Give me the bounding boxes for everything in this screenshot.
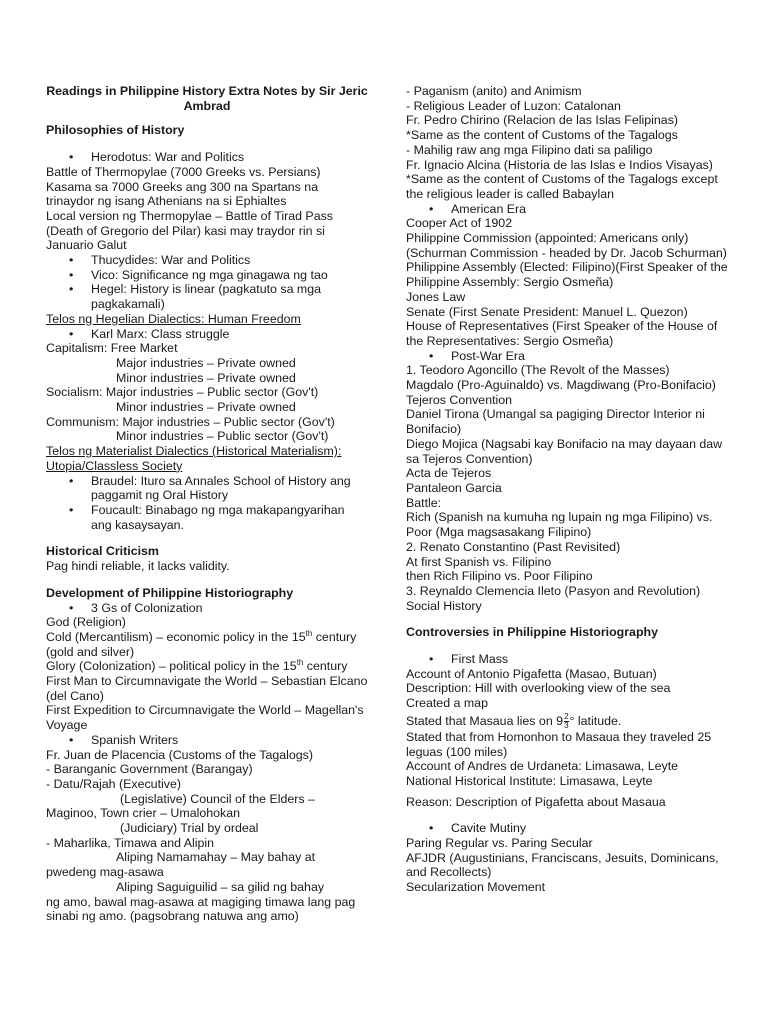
document-title: Readings in Philippine History Extra Notes by Sir Jeric Ambrad: [46, 84, 368, 113]
text-line: Local version ng Thermopylae – Battle of Tirad Pass (Death of Gregorio del Pilar) kasi may traydor rin si Januario Galut: [46, 208, 333, 253]
text-line: First Man to Circumnavigate the World – Sebastian Elcano (del Cano): [46, 674, 368, 703]
text-line: - Datu/Rajah (Executive): [46, 776, 181, 791]
text-line: Fr. Pedro Chirino (Relacion de las Islas Felipinas): [406, 113, 679, 128]
text-span: century: [303, 659, 348, 674]
text-line: Maginoo, Town crier – Umalohokan: [46, 806, 240, 821]
text-line: Pag hindi reliable, it lacks validity.: [46, 559, 230, 574]
text-line: Aliping Namamahay – May bahay at: [116, 850, 316, 865]
fraction-denominator: 3: [564, 720, 569, 730]
bullet-braudel: • Braudel: Ituro sa Annales School of History ang paggamit ng Oral History: [46, 474, 368, 503]
text-line: Tejeros Convention: [406, 392, 513, 407]
text-line: Communism: Major industries – Public sector (Gov't): [46, 414, 335, 429]
text-span: Cold (Mercantilism) – economic policy in the 15: [46, 629, 306, 644]
text-line: Fr. Juan de Placencia (Customs of the Tagalogs): [46, 747, 313, 762]
text-line: Minor industries – Public sector (Gov't): [116, 429, 329, 444]
text-line: *Same as the content of Customs of the Tagalogs: [406, 128, 678, 143]
bullet-post-war-era: • Post-War Era: [406, 349, 728, 364]
text-line: Paring Regular vs. Paring Secular: [406, 836, 593, 851]
left-column: [46, 84, 368, 924]
text-line: Jones Law: [406, 289, 466, 304]
bullet-cavite-mutiny: • Cavite Mutiny: [406, 821, 728, 836]
text-line: 1. Teodoro Agoncillo (The Revolt of the Masses): [406, 363, 670, 378]
text-line: Major industries – Private owned: [116, 355, 296, 370]
text-line: Magdalo (Pro-Aguinaldo) vs. Magdiwang (Pro-Bonifacio): [406, 378, 716, 393]
text-line: Secularization Movement: [406, 880, 546, 895]
text-line: [46, 630, 368, 659]
text-line: House of Representatives (First Speaker of the House of the Representatives: Sergio Osmeña): [406, 319, 718, 348]
bullet-american-era: • American Era: [406, 202, 728, 217]
text-line: - Religious Leader of Luzon: Catalonan: [406, 98, 621, 113]
text-line: ng amo, bawal mag-asawa at magiging timawa lang pag sinabi ng amo. (pagsobrang natuwa ang amo): [46, 894, 356, 924]
superscript: th: [296, 658, 304, 668]
bullet-vico: • Vico: Significance ng mga ginagawa ng tao: [46, 268, 368, 283]
text-line: (Legislative) Council of the Elders –: [120, 791, 315, 806]
text-line: God (Religion): [46, 615, 126, 630]
heading-development: Development of Philippine Historiography: [46, 585, 294, 600]
text-line: Battle of Thermopylae (7000 Greeks vs. Persians): [46, 164, 321, 179]
bullet-spanish-writers: • Spanish Writers: [46, 733, 368, 748]
bullet-3gs: • 3 Gs of Colonization: [46, 601, 368, 616]
text-line: Cooper Act of 1902: [406, 216, 513, 231]
heading-philosophies: Philosophies of History: [46, 123, 185, 138]
text-line: - Paganism (anito) and Animism: [406, 84, 582, 98]
text-line: Pantaleon Garcia: [406, 480, 502, 495]
text-span: Stated that Masaua lies on 9: [406, 713, 564, 728]
text-line: Battle:: [406, 495, 442, 510]
text-line: Aliping Saguiguilid – sa gilid ng bahay: [116, 879, 325, 894]
text-line: [406, 713, 728, 730]
telos-hegelian: Telos ng Hegelian Dialectics: Human Freedom: [46, 311, 301, 326]
text-line: Minor industries – Private owned: [116, 400, 296, 415]
text-line: - Mahilig raw ang mga Filipino dati sa paliligo: [406, 142, 653, 157]
text-line: Daniel Tirona (Umangal sa pagiging Director Interior ni Bonifacio): [406, 407, 705, 437]
text-line: Social History: [406, 598, 482, 613]
text-line: Kasama sa 7000 Greeks ang 300 na Spartans na trinaydor ng isang Athenians na si Ephialtes: [46, 179, 319, 209]
bullet-thucydides: • Thucydides: War and Politics: [46, 253, 368, 268]
heading-historical-criticism: Historical Criticism: [46, 544, 159, 559]
text-line: Socialism: Major industries – Public sector (Gov't): [46, 385, 319, 400]
bullet-marx: • Karl Marx: Class struggle: [46, 327, 368, 342]
text-line: 2. Renato Constantino (Past Revisited): [406, 539, 621, 554]
bullet-first-mass: • First Mass: [406, 652, 728, 667]
text-line: Capitalism: Free Market: [46, 341, 178, 356]
text-span: Glory (Colonization) – political policy in the 15: [46, 659, 297, 674]
text-line: Account of Andres de Urdaneta: Limasawa, Leyte: [406, 759, 679, 774]
text-line: pwedeng mag-asawa: [46, 865, 164, 880]
telos-materialist: Telos ng Materialist Dialectics (Historical Materialism): Utopia/Classless Society: [46, 444, 342, 473]
text-line: Philippine Assembly (Elected: Filipino)(First Speaker of the Philippine Assembly: Sergio Osmeña): [406, 260, 728, 290]
text-line: [46, 659, 368, 674]
text-line: National Historical Institute: Limasawa, Leyte: [406, 773, 653, 788]
text-line: Minor industries – Private owned: [116, 370, 296, 385]
right-column: [406, 84, 728, 895]
text-line: Stated that from Homonhon to Masaua they traveled 25 leguas (100 miles): [406, 729, 712, 759]
text-line: - Baranganic Government (Barangay): [46, 762, 253, 777]
bullet-herodotus: • Herodotus: War and Politics: [46, 150, 368, 165]
text-span: century (gold and silver): [46, 629, 357, 659]
fraction-numerator: 2: [564, 711, 569, 721]
text-line: 3. Reynaldo Clemencia Ileto (Pasyon and Revolution): [406, 583, 701, 598]
text-line: AFJDR (Augustinians, Franciscans, Jesuits, Dominicans, and Recollects): [406, 850, 719, 880]
text-line: At first Spanish vs. Filipino: [406, 554, 552, 569]
text-line: Description: Hill with overlooking view of the sea: [406, 681, 671, 696]
text-line: Reason: Description of Pigafetta about Masaua: [406, 794, 666, 809]
superscript: th: [305, 628, 313, 638]
bullet-foucault: • Foucault: Binabago ng mga makapangyarihan ang kasaysayan.: [46, 503, 368, 532]
text-line: Acta de Tejeros: [406, 466, 492, 481]
text-line: Created a map: [406, 696, 488, 711]
text-line: *Same as the content of Customs of the Tagalogs except the religious leader is called Babaylan: [406, 172, 718, 201]
bullet-hegel: • Hegel: History is linear (pagkatuto sa mga pagkakamali): [46, 282, 368, 311]
text-line: Fr. Ignacio Alcina (Historia de las Islas e Indios Visayas): [406, 157, 713, 172]
text-line: Diego Mojica (Nagsabi kay Bonifacio na may dayaan daw sa Tejeros Convention): [406, 436, 723, 466]
text-line: then Rich Filipino vs. Poor Filipino: [406, 569, 593, 584]
fraction: [564, 713, 568, 730]
text-span: ° latitude.: [569, 713, 622, 728]
text-line: Account of Antonio Pigafetta (Masao, Butuan): [406, 666, 657, 681]
text-line: - Maharlika, Timawa and Alipin: [46, 835, 215, 850]
heading-controversies: Controversies in Philippine Historiography: [406, 625, 658, 640]
text-line: Philippine Commission (appointed: Americans only)(Schurman Commission - headed by Dr. Jacob Schurman): [406, 231, 727, 260]
text-line: Rich (Spanish na kumuha ng lupain ng mga Filipino) vs. Poor (Mga magsasakang Filipino): [406, 510, 713, 540]
text-line: Senate (First Senate President: Manuel L. Quezon): [406, 304, 688, 319]
text-line: (Judiciary) Trial by ordeal: [120, 821, 259, 836]
text-line: First Expedition to Circumnavigate the World – Magellan's Voyage: [46, 703, 364, 733]
